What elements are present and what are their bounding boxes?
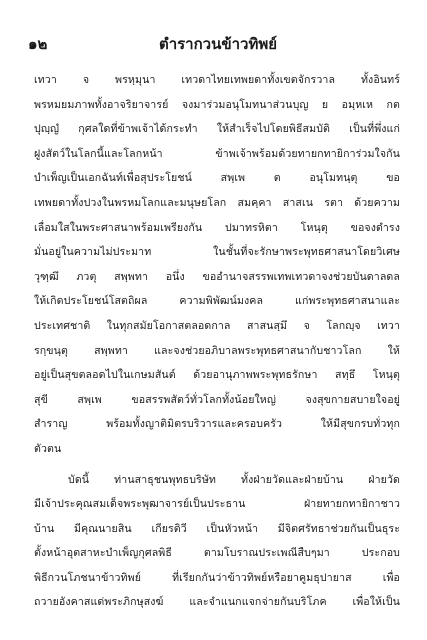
text-line: รกฺขนฺตุ สพฺพทา และจงช่วยอภิบาลพระพุทธศาสนากับชาวโลก ให้ [34, 344, 400, 357]
text-line: ตั้งหน้าอุตสาหะบำเพ็ญกุศลพิธี ตามโบราณประเพณีสืบๆมา ประกอบ [34, 547, 400, 560]
text-line: สำราญ พร้อมทั้งญาติมิตรบริวารและครอบครัว ให้มีสุขกรบทั่วทุก [34, 418, 400, 431]
text-line: ประเทศชาติ ในทุกสมัยโอกาสตลอดกาล สาสนสฺมึ จ โลกญฺจ เทวา [34, 319, 400, 332]
paragraph-1 [34, 68, 400, 462]
text-line: เทพยดาทั้งปวงในพรหมโลกและมนุษยโลก สมคฺคา สาสเน รตา ด้วยความ [34, 196, 400, 209]
text-line: บำเพ็ญเป็นเอกฉันท์เพื่อสุประโยชน์ สพฺเพ ต อนุโมทนฺตุ ขอ [34, 172, 400, 185]
text-line: มั่นอยู่ในความไม่ประมาท ในชั้นที่จะรักษาพระพุทธศาสนาโดยวิเศษ [34, 246, 400, 259]
running-title: ตำรากวนข้าวทิพย์ [158, 35, 278, 53]
text-line: บ้าน มีคุณนายสิน เกียรติวี เป็นหัวหน้า มีจิตศรัทธาช่วยกันเป็นธุระ [34, 522, 400, 535]
text-line: ฝูงสัตว์ในโลกนี้และโลกหน้า ข้าพเจ้าพร้อมด้วยทายกทายิการ่วมใจกัน [34, 147, 400, 160]
text-line: ให้เกิดประโยชน์โสตถิผล ความพิพัฒน์มงคล แก่พระพุทธศาสนาและ [34, 295, 400, 308]
text-line: สุขี สพฺเพ ขอสรรพสัตว์ทั่วโลกทั้งน้อยใหญ่ จงสุขกายสบายใจอยู่ [34, 393, 400, 406]
page-header [28, 32, 408, 56]
text-line: ตัวตน [34, 442, 62, 455]
text-line: เลื่อมใสในพระศาสนาพร้อมเพรียงกัน ปมาทรหิตา โหนฺตุ ขอจงดำรง [34, 221, 400, 234]
text-line: พรหมยมภาพทั้งอาจริยาจารย์ จงมาร่วมอนุโมทนาส่วนบุญ ย อมฺหเห กต [34, 98, 400, 111]
paragraph-2 [34, 468, 400, 616]
page-number: ๑๒ [28, 35, 48, 53]
text-line: พิธีกวนโภชนาข้าวทิพย์ ที่เรียกกันว่าข้าวทิพย์หรือยาคูมธุปายาส เพื่อ [34, 571, 400, 584]
text-line: ถวายอังคาสแด่พระภิกษุสงฆ์ และจำแนกแจกจ่ายกันบริโภค เพื่อให้เป็น [34, 596, 400, 609]
text-line: ปุญฺญํ กุศลใดที่ข้าพเจ้าได้กระทำ ให้สำเร็จไปโดยพิธีสมบัติ เป็นที่พึ่งแก่ [34, 123, 400, 136]
text-line: มีเจ้าประคุณสมเด็จพระพุฒาจารย์เป็นประธาน ฝ่ายทายกทายิกาชาว [34, 498, 400, 511]
text-line: อยู่เป็นสุขตลอดไปในเกษมสันต์ ด้วยอานุภาพพระพุทธรักษา สทฺธึ โหนฺตุ [34, 369, 400, 382]
text-line: บัดนี้ ท่านสาธุชนพุทธบริษัท ทั้งฝ่ายวัดและฝ่ายบ้าน ฝ่ายวัด [68, 473, 400, 486]
body-text [34, 68, 400, 615]
text-line: วุฑฺฒึ ภวตุ สพฺพทา อนึ่ง ขออำนาจสรรพเทพเทวดาจงช่วยบันดาลดล [34, 270, 400, 283]
text-line: เทวา จ พรหฺมุนา เทวดาไทยเทพยดาทั้งเขตจักรวาล ทั้งอินทร์ [34, 74, 400, 86]
